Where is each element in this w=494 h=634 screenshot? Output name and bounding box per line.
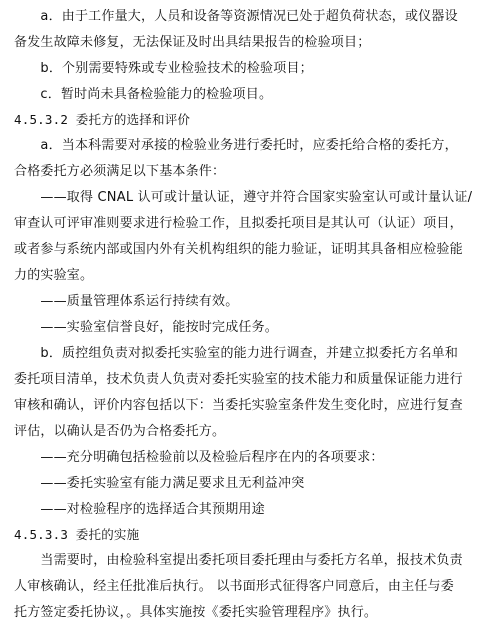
section-heading: 4.5.3.3 委托的实施 [14,527,140,542]
text-line: 人审核确认，经主任批准后执行。 以书面形式征得客户同意后，由主任与委 [14,579,454,594]
text-line: b．质控组负责对拟委托实验室的能力进行调查，并建立拟委托方名单和 [14,346,459,361]
text-line: 审查认可评审准则要求进行检验工作，且拟委托项目是其认可（认证）项目， [14,216,463,231]
text-line: 评估，以确认是否仍为合格委托方。 [14,424,226,439]
text-line: 当需要时，由检验科室提出委托项目委托理由与委托方名单，报技术负责 [14,553,463,568]
text-line: c．暂时尚未具备检验能力的检验项目。 [14,87,273,102]
text-line: 备发生故障未修复，无法保证及时出具结果报告的检验项目； [14,35,371,50]
text-line: b．个别需要特殊或专业检验技术的检验项目； [14,61,313,76]
text-line: ——对检验程序的选择适合其预期用途 [14,502,265,517]
text-line: ——质量管理体系运行持续有效。 [14,294,239,309]
text-line: 或者参与系统内部或国内外有关机构组织的能力验证，证明其具备相应检验能 [14,242,463,257]
text-line: ——充分明确包括检验前以及检验后程序在内的各项要求： [14,450,384,465]
section-heading: 4.5.3.2 委托方的选择和评价 [14,112,191,127]
text-line: ——实验室信誉良好，能按时完成任务。 [14,320,279,335]
text-line: ——委托实验室有能力满足要求且无利益冲突 [14,476,305,491]
text-line: 委托项目清单，技术负责人负责对委托实验室的技术能力和质量保证能力进行 [14,372,463,387]
text-line: 托方签定委托协议，。具体实施按《委托实验管理程序》执行。 [14,605,378,620]
text-line: ——取得 CNAL 认可或计量认证，遵守并符合国家实验室认可或计量认证/ [14,190,473,205]
text-line: a．由于工作量大，人员和设备等资源情况已处于超负荷状态，或仪器设 [14,9,458,24]
text-line: 审核和确认，评价内容包括以下：当委托实验室条件发生变化时，应进行复查 [14,398,463,413]
text-line: 合格委托方必须满足以下基本条件： [14,164,226,179]
text-line: 力的实验室。 [14,268,94,283]
text-line: a．当本科需要对承接的检验业务进行委托时，应委托给合格的委托方， [14,138,458,153]
